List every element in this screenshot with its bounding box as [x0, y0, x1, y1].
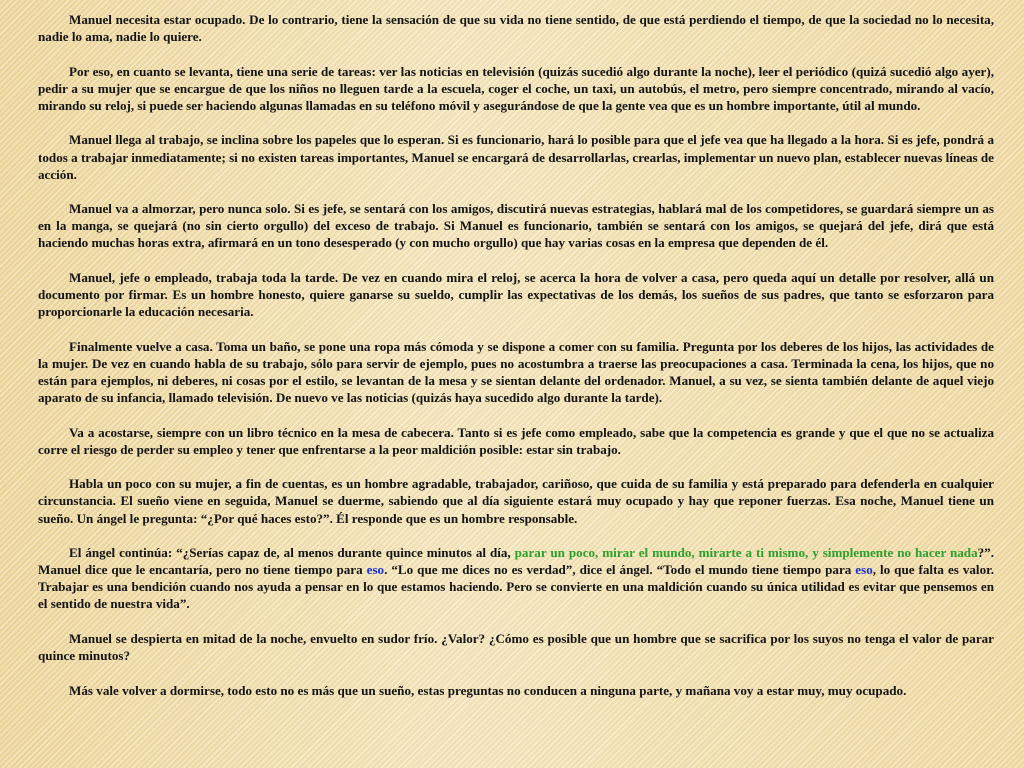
paragraph-morning-tasks: Por eso, en cuanto se levanta, tiene una serie de tareas: ver las noticias en televisión (quizás sucedió algo durante la noche), leer el periódico (quizá sucedió algo ayer), pedir a su mujer que se encargue de que los niños no lleguen tarde a la escuela, coger el coche, un taxi, un autobús, el metro, pero siempre concentrado, mirando al vacío, mirando su reloj, si puede ser haciendo algunas llamadas en su teléfono móvil y asegurándose de que la gente vea que es un hombre importante, útil al mundo.	[38, 63, 994, 113]
paragraph-lunch: Manuel va a almorzar, pero nunca solo. Si es jefe, se sentará con los amigos, discutirá nuevas estrategias, hablará mal de los competidores, se guardará siempre un as en la manga, se quejará (no sin cierto orgullo) del exceso de trabajo. Si Manuel es funcionario, también se sentará con los amigos, se quejará del jefe, dirá que está haciendo muchas horas extra, afirmará en un tono desesperado (y con mucho orgullo) que hay varias cosas en la empresa que dependen de él.	[38, 201, 994, 251]
highlight-green-phrase: parar un poco, mirar el mundo, mirarte a ti mismo, y simplemente no hacer nada	[514, 545, 978, 561]
paragraph-arrives-work: Manuel llega al trabajo, se inclina sobre los papeles que lo esperan. Si es funcionario, hará lo posible para que el jefe vea que ha llegado a la hora. Si es jefe, pondrá a todos a trabajar inmediatamente; si no existen tareas importantes, Manuel se encargará de desarrollarlas, crearlas, implementar un nuevo plan, establecer nuevas líneas de acción.	[38, 132, 994, 182]
paragraph-wakes-up: Manuel se despierta en mitad de la noche, envuelto en sudor frío. ¿Valor? ¿Cómo es posible que un hombre que se sacrifica por los suyos no tenga el valor de parar quince minutos?	[38, 631, 994, 664]
angel-text-part-3: . “Lo que me dices no es verdad”, dice el ángel. “Todo el mundo tiene tiempo para	[384, 562, 856, 578]
paragraph-closing: Más vale volver a dormirse, todo esto no es más que un sueño, estas preguntas no conducen a ninguna parte, y mañana voy a estar muy, muy ocupado.	[69, 682, 907, 698]
angel-text-part-1: El ángel continúa: “¿Serías capaz de, al menos durante quince minutos al día,	[69, 545, 515, 561]
highlight-blue-eso-2: eso	[855, 562, 873, 578]
paragraph-bedtime: Va a acostarse, siempre con un libro técnico en la mesa de cabecera. Tanto si es jefe como empleado, sabe que la competencia es grande y que el que no se actualiza corre el riesgo de perder su empleo y tener que enfrentarse a la peor maldición posible: estar sin trabajo.	[38, 424, 994, 457]
paragraph-dream: Habla un poco con su mujer, a fin de cuentas, es un hombre agradable, trabajador, cariñoso, que cuida de su familia y está preparado para defenderla en cualquier circunstancia. El sueño viene en seguida, Manuel se duerme, sabiendo que al día siguiente estará muy ocupado y hay que reponer fuerzas. Esa noche, Manuel tiene un sueño. Un ángel le pregunta: “¿Por qué haces esto?”. Él responde que es un hombre responsable.	[38, 476, 994, 526]
highlight-blue-eso-1: eso	[366, 562, 385, 578]
paragraph-manuel-busy: Manuel necesita estar ocupado. De lo contrario, tiene la sensación de que su vida no tiene sentido, de que está perdiendo el tiempo, de que la sociedad no lo necesita, nadie lo ama, nadie lo quiere.	[38, 12, 994, 45]
paragraph-evening-home: Finalmente vuelve a casa. Toma un baño, se pone una ropa más cómoda y se dispone a comer con su familia. Pregunta por los deberes de los hijos, las actividades de la mujer. De vez en cuando habla de su trabajo, sólo para servir de ejemplo, pues no acostumbra a traerse las preocupaciones a casa. Terminada la cena, los hijos, que no están para ejemplos, ni deberes, ni cosas por el estilo, se levantan de la mesa y se sientan delante del ordenador. Manuel, a su vez, se sienta también delante de aquel viejo aparato de su infancia, llamado televisión. De nuevo ve las noticias (quizás haya sucedido algo durante la tarde).	[38, 338, 994, 406]
story-text-block	[38, 11, 994, 761]
angel-text-part-2: ?”. Manuel dice que le encantaría, pero no tiene tiempo para	[38, 545, 994, 578]
angel-text-part-4: , lo que falta es valor. Trabajar es una bendición cuando nos ayuda a pensar en lo que estamos haciendo. Pero se convierte en una maldición cuando su única utilidad es evitar que pensemos en el sentido de nuestra vida”.	[38, 562, 994, 612]
paragraph-angel-dialogue	[38, 544, 994, 612]
paragraph-afternoon: Manuel, jefe o empleado, trabaja toda la tarde. De vez en cuando mira el reloj, se acerca la hora de volver a casa, pero queda aquí un detalle por resolver, allá un documento por firmar. Es un hombre honesto, quiere ganarse su sueldo, cumplir las expectativas de los demás, los sueños de sus padres, que tanto se esforzaron para proporcionarle la educación necesaria.	[38, 270, 994, 320]
